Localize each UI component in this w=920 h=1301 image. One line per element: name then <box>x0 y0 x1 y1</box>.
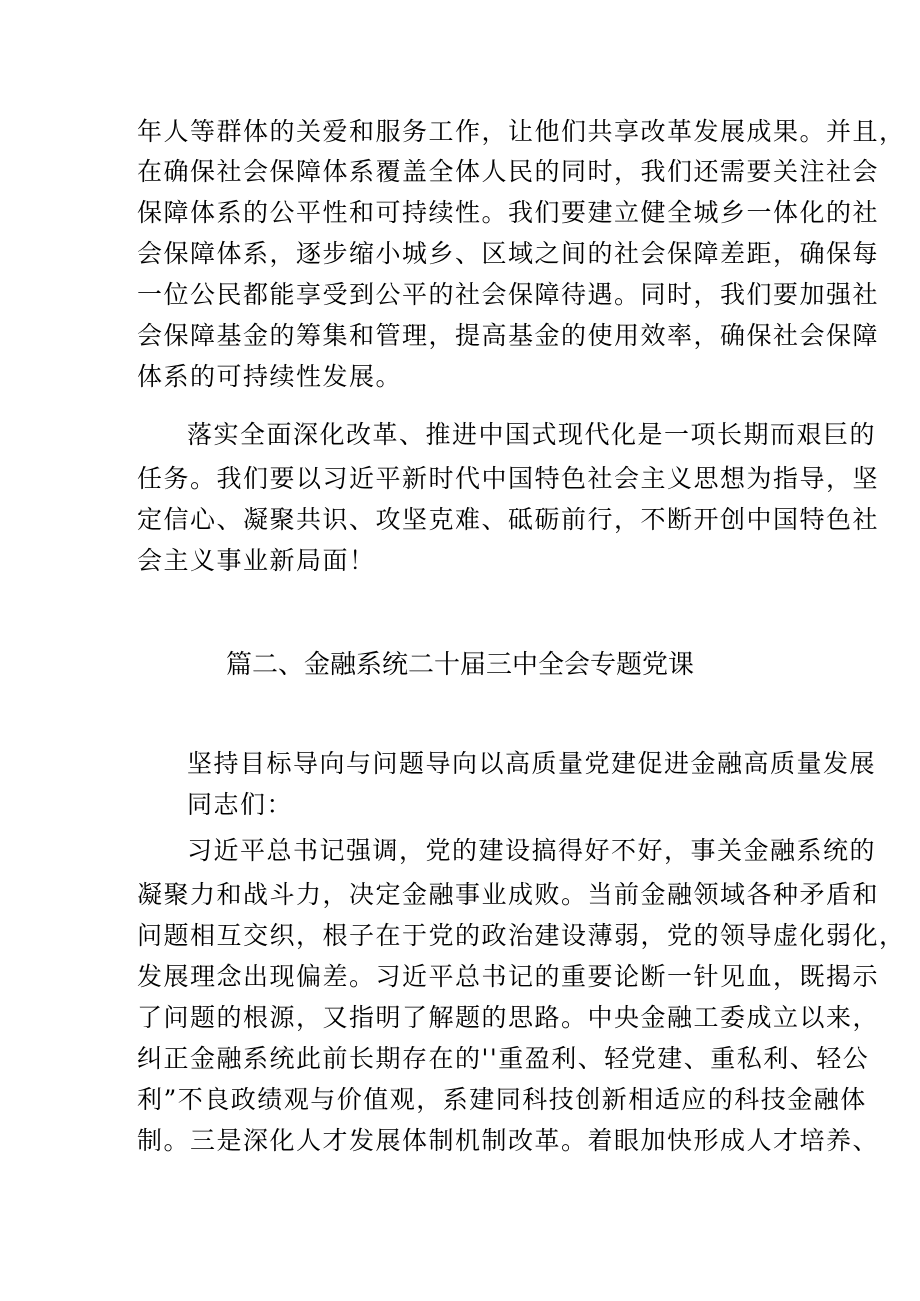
text-line: 会保障体系，逐步缩小城乡、区域之间的社会保障差距，确保每 <box>137 239 880 268</box>
text-line: 凝聚力和战斗力，决定金融事业成败。当前金融领域各种矛盾和 <box>137 880 880 909</box>
text-line: 定信心、凝聚共识、攻坚克难、砥砺前行，不断开创中国特色社 <box>137 505 880 534</box>
text-line: 问题相互交织，根子在于党的政治建设薄弱，党的领导虚化弱化， <box>137 921 906 950</box>
text-line: 利”不良政绩观与价值观，系建同科技创新相适应的科技金融体 <box>137 1085 867 1114</box>
text-line: 年人等群体的关爱和服务工作，让他们共享改革发展成果。并且， <box>137 117 906 146</box>
text-line: 制。三是深化人才发展体制机制改革。着眼加快形成人才培养、 <box>137 1126 880 1155</box>
text-line: 会保障基金的筹集和管理，提高基金的使用效率，确保社会保障 <box>137 321 880 350</box>
text-line: 纠正金融系统此前长期存在的''重盈利、轻党建、重私利、轻公 <box>137 1044 870 1073</box>
text-line: 会主义事业新局面！ <box>137 546 376 575</box>
text-line: 落实全面深化改革、推进中国式现代化是一项长期而艰巨的 <box>187 420 877 449</box>
text-line: 任务。我们要以习近平新时代中国特色社会主义思想为指导，坚 <box>137 464 880 493</box>
subtitle: 坚持目标导向与问题导向以高质量党建促进金融高质量发展 <box>187 749 877 778</box>
text-line: 发展理念出现偏差。习近平总书记的重要论断一针见血，既揭示 <box>137 962 880 991</box>
salutation: 同志们： <box>187 790 294 819</box>
text-line: 在确保社会保障体系覆盖全体人民的同时，我们还需要关注社会 <box>137 157 880 186</box>
section-heading: 篇二、金融系统二十届三中全会专题党课 <box>225 650 694 680</box>
text-line: 习近平总书记强调，党的建设搞得好不好，事关金融系统的 <box>187 836 877 865</box>
text-line: 一位公民都能享受到公平的社会保障待遇。同时，我们要加强社 <box>137 280 880 309</box>
text-line: 体系的可持续性发展。 <box>137 362 403 391</box>
text-line: 保障体系的公平性和可持续性。我们要建立健全城乡一体化的社 <box>137 198 880 227</box>
text-line: 了问题的根源，又指明了解题的思路。中央金融工委成立以来， <box>137 1003 880 1032</box>
